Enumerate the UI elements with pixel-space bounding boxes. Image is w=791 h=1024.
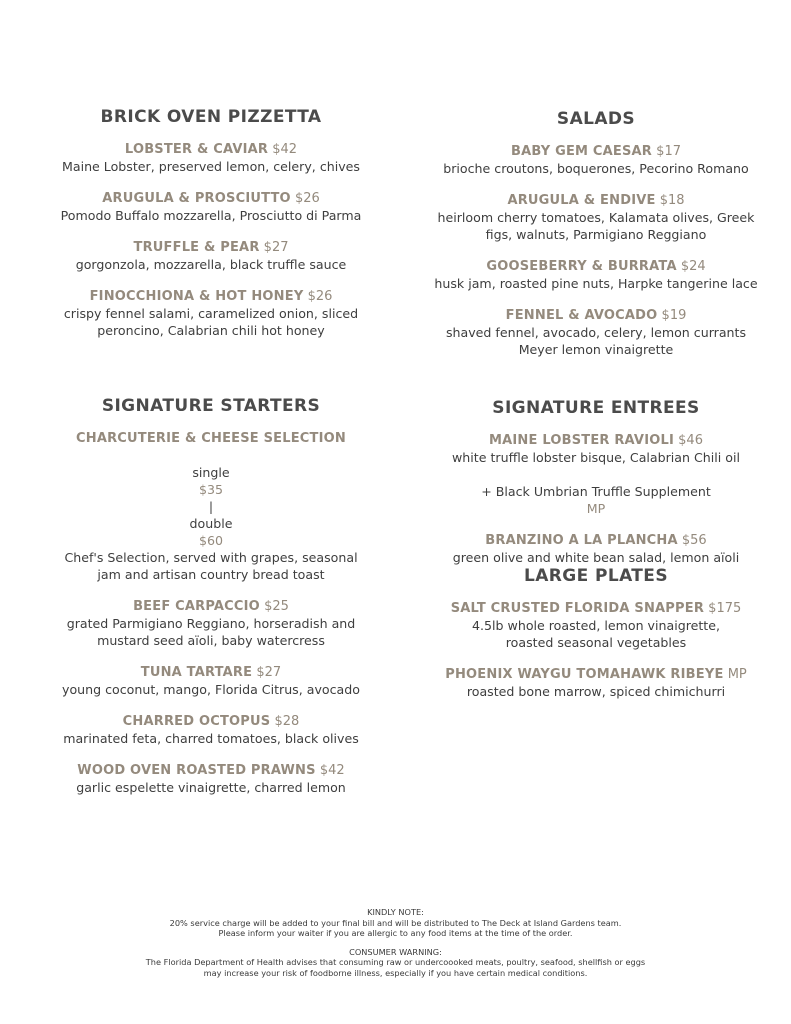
menu-item: [52, 713, 370, 747]
menu-item: [52, 141, 370, 175]
consumer-warning-heading: CONSUMER WARNING:: [349, 946, 442, 957]
pizzetta-section: [52, 107, 370, 351]
supplement-price: MP: [586, 501, 606, 516]
menu-item: [52, 664, 370, 698]
menu-item: [430, 192, 762, 243]
menu-item: [52, 762, 370, 796]
item-description: gorgonzola, mozzarella, black truffle sauce: [75, 257, 347, 272]
item-name: ARUGULA & ENDIVE: [507, 193, 656, 208]
item-description: white truffle lobster bisque, Calabrian Chili oil: [452, 450, 740, 465]
section-title-starters: SIGNATURE STARTERS: [101, 396, 321, 416]
item-name: BEEF CARPACCIO: [133, 599, 260, 614]
item-name: CHARCUTERIE & CHEESE SELECTION: [76, 431, 346, 446]
item-name: SALT CRUSTED FLORIDA SNAPPER: [450, 601, 705, 616]
kindly-note-heading: KINDLY NOTE:: [367, 907, 424, 917]
item-price: $27: [256, 665, 282, 680]
single-label: single: [192, 465, 230, 480]
single-price: $35: [198, 482, 224, 497]
item-description: Chef's Selection, served with grapes, seasonal jam and artisan country bread toast: [64, 550, 358, 582]
item-description: crispy fennel salami, caramelized onion, sliced peroncino, Calabrian chili hot honey: [63, 306, 359, 338]
item-description: 4.5lb whole roasted, lemon vinaigrette, roasted seasonal vegetables: [472, 618, 720, 650]
item-price: $42: [319, 763, 345, 778]
item-name: FENNEL & AVOCADO: [505, 308, 658, 323]
item-description: Pomodo Buffalo mozzarella, Prosciutto di Parma: [60, 208, 362, 223]
item-price: $46: [678, 433, 703, 448]
menu-item: [52, 598, 370, 649]
large-plates-section: [430, 566, 762, 712]
item-name: ARUGULA & PROSCIUTTO: [102, 191, 291, 206]
starters-section: [52, 396, 370, 808]
consumer-warning-line-1: The Florida Department of Health advises that consuming raw or undercoooked meats, poultry, seafood, shellfish or eggs: [145, 957, 646, 967]
item-description: brioche croutons, boquerones, Pecorino Romano: [443, 161, 749, 176]
menu-item: [430, 532, 762, 566]
section-title-salads: SALADS: [556, 109, 636, 129]
menu-item: [430, 666, 762, 700]
item-description: heirloom cherry tomatoes, Kalamata olives, Greek figs, walnuts, Parmigiano Reggiano: [437, 210, 755, 242]
item-price: $17: [656, 144, 681, 159]
item-description: young coconut, mango, Florida Citrus, avocado: [62, 682, 360, 697]
item-description: garlic espelette vinaigrette, charred lemon: [76, 780, 346, 795]
item-name: TUNA TARTARE: [140, 665, 253, 680]
menu-item: [430, 258, 762, 292]
price-separator: |: [208, 499, 214, 514]
double-price: $60: [198, 533, 224, 548]
item-name: MAINE LOBSTER RAVIOLI: [489, 433, 675, 448]
supplement-line: [430, 466, 762, 517]
item-description: Maine Lobster, preserved lemon, celery, chives: [61, 159, 360, 174]
menu-item: [52, 288, 370, 339]
item-name: TRUFFLE & PEAR: [133, 240, 260, 255]
consumer-warning-line-2: may increase your risk of foodborne illness, especially if you have certain medical conditions.: [203, 967, 588, 978]
double-label: double: [189, 516, 233, 531]
item-price: $19: [661, 308, 687, 323]
item-price: $56: [681, 533, 707, 548]
item-price: $42: [272, 142, 298, 157]
item-name: FINOCCHIONA & HOT HONEY: [89, 289, 304, 304]
item-name: LOBSTER & CAVIAR: [124, 142, 269, 157]
item-description: marinated feta, charred tomatoes, black olives: [63, 731, 359, 746]
item-description: husk jam, roasted pine nuts, Harpke tangerine lace: [434, 276, 758, 291]
item-price: $26: [294, 191, 320, 206]
item-name: GOOSEBERRY & BURRATA: [486, 259, 677, 274]
item-price: MP: [727, 667, 747, 682]
item-description: green olive and white bean salad, lemon aïoli: [452, 550, 740, 565]
item-description: shaved fennel, avocado, celery, lemon currants Meyer lemon vinaigrette: [445, 325, 747, 357]
item-price: $18: [659, 193, 685, 208]
footer: [0, 907, 791, 978]
item-price: $26: [307, 289, 333, 304]
supplement-text: + Black Umbrian Truffle Supplement: [481, 484, 711, 499]
allergy-note: Please inform your waiter if you are allergic to any food items at the time of the order.: [218, 928, 573, 938]
item-name: BRANZINO A LA PLANCHA: [485, 533, 678, 548]
item-price: $27: [263, 240, 289, 255]
menu-item: [430, 143, 762, 177]
menu-item: [430, 600, 762, 651]
menu-item: [430, 307, 762, 358]
item-description: grated Parmigiano Reggiano, horseradish and mustard seed aïoli, baby watercress: [66, 616, 356, 648]
item-name: BABY GEM CAESAR: [510, 144, 653, 159]
section-title-large-plates: LARGE PLATES: [524, 566, 668, 586]
menu-item: [430, 432, 762, 517]
service-charge-note: 20% service charge will be added to your final bill and will be distributed to The Deck at Island Gardens team.: [169, 917, 622, 928]
item-price: $175: [708, 601, 742, 616]
price-options: [52, 447, 370, 549]
menu-item: [52, 430, 370, 583]
item-name: PHOENIX WAYGU TOMAHAWK RIBEYE: [445, 667, 724, 682]
section-title-pizzetta: BRICK OVEN PIZZETTA: [100, 107, 322, 127]
item-name: CHARRED OCTOPUS: [122, 714, 271, 729]
item-price: $24: [680, 259, 706, 274]
salads-section: [430, 109, 762, 370]
menu-item: [52, 239, 370, 273]
section-title-entrees: SIGNATURE ENTREES: [492, 398, 700, 418]
item-price: $28: [274, 714, 300, 729]
item-price: $25: [264, 599, 289, 614]
item-name: WOOD OVEN ROASTED PRAWNS: [77, 763, 316, 778]
item-description: roasted bone marrow, spiced chimichurri: [466, 684, 726, 699]
menu-item: [52, 190, 370, 224]
entrees-section: [430, 398, 762, 578]
